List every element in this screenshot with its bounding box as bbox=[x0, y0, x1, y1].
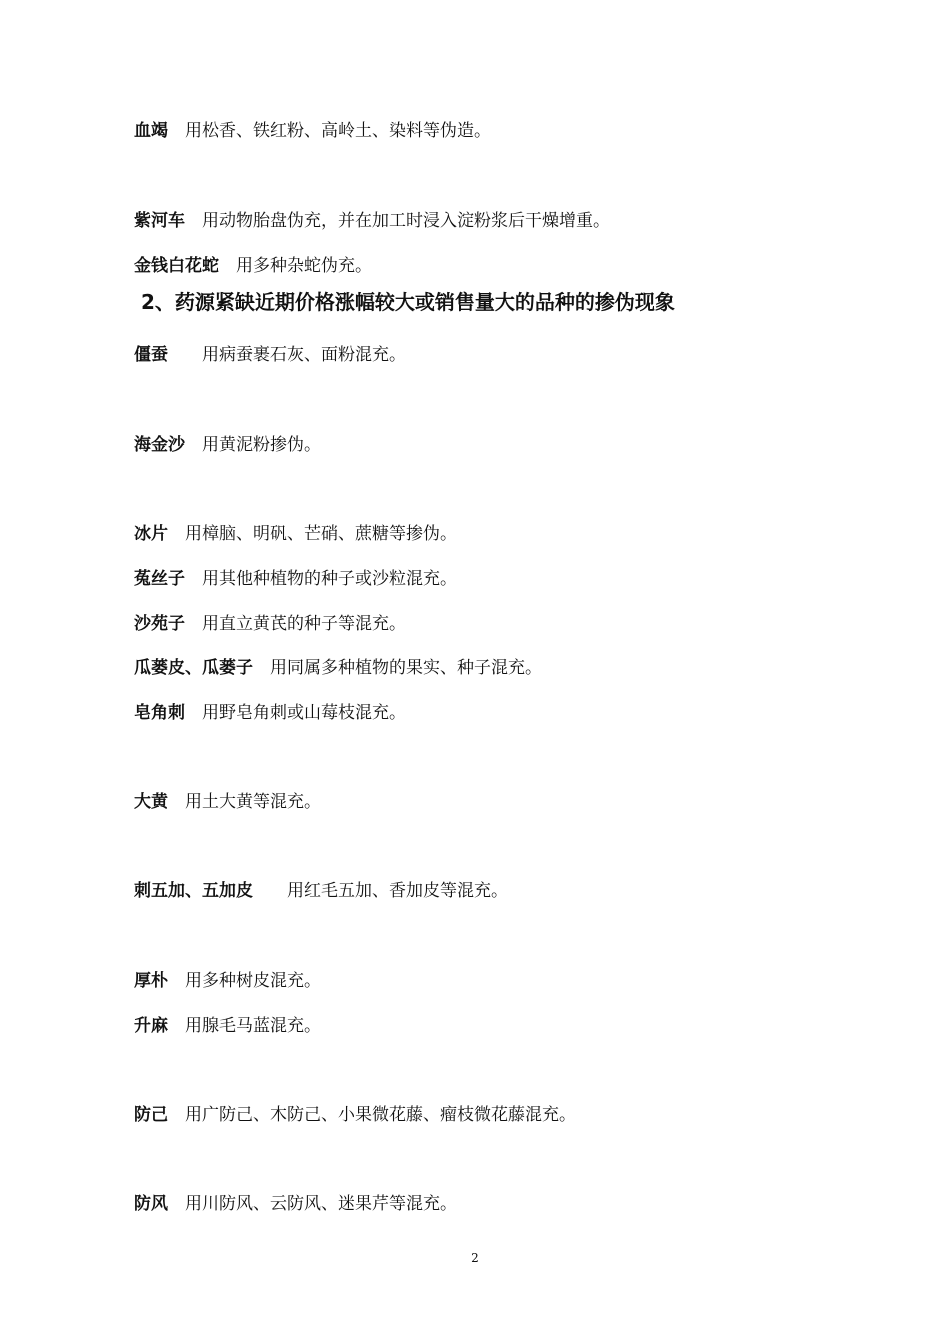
entry-description: 用川防风、云防风、迷果芹等混充。 bbox=[185, 1194, 457, 1214]
entry-gap bbox=[168, 1016, 185, 1036]
entry-term: 海金沙 bbox=[134, 435, 185, 455]
entry-description: 用黄泥粉掺伪。 bbox=[202, 435, 321, 455]
entry-gap bbox=[168, 1194, 185, 1214]
entry-description: 用直立黄芪的种子等混充。 bbox=[202, 614, 406, 634]
entry-shengma bbox=[134, 1014, 321, 1038]
entry-shayuanzi bbox=[134, 612, 406, 636]
entry-term: 血竭 bbox=[134, 121, 168, 141]
entry-description: 用多种树皮混充。 bbox=[185, 971, 321, 991]
entry-gap bbox=[185, 703, 202, 723]
entry-description: 用病蚕裹石灰、面粉混充。 bbox=[202, 345, 406, 365]
entry-term: 金钱白花蛇 bbox=[134, 256, 219, 276]
entry-gap bbox=[219, 256, 236, 276]
entry-term: 瓜蒌皮、瓜蒌子 bbox=[134, 658, 253, 678]
entry-description: 用广防己、木防己、小果微花藤、瘤枝微花藤混充。 bbox=[185, 1105, 576, 1125]
entry-description: 用其他种植物的种子或沙粒混充。 bbox=[202, 569, 457, 589]
entry-tusizi bbox=[134, 567, 457, 591]
entry-gap bbox=[185, 614, 202, 634]
entry-gap bbox=[185, 211, 202, 231]
entry-haijinsha bbox=[134, 433, 321, 457]
entry-zaojiaoci bbox=[134, 701, 406, 725]
entry-description: 用多种杂蛇伪充。 bbox=[236, 256, 372, 276]
entry-ciwujia bbox=[134, 879, 508, 903]
entry-gap bbox=[253, 881, 287, 901]
entry-term: 防己 bbox=[134, 1105, 168, 1125]
entry-term: 防风 bbox=[134, 1194, 168, 1214]
entry-term: 大黄 bbox=[134, 792, 168, 812]
entry-term: 升麻 bbox=[134, 1016, 168, 1036]
entry-description: 用同属多种植物的果实、种子混充。 bbox=[270, 658, 542, 678]
entry-fangji bbox=[134, 1103, 576, 1127]
entry-gualoupi bbox=[134, 656, 542, 680]
entry-term: 菟丝子 bbox=[134, 569, 185, 589]
entry-xuejie bbox=[134, 119, 491, 143]
entry-term: 紫河车 bbox=[134, 211, 185, 231]
entry-term: 皂角刺 bbox=[134, 703, 185, 723]
entry-ziheche bbox=[134, 209, 610, 233]
entry-description: 用红毛五加、香加皮等混充。 bbox=[287, 881, 508, 901]
entry-gap bbox=[168, 971, 185, 991]
entry-gap bbox=[185, 569, 202, 589]
entry-description: 用樟脑、明矾、芒硝、蔗糖等掺伪。 bbox=[185, 524, 457, 544]
entry-jinqianbaihuashe bbox=[134, 254, 372, 278]
page-number: 2 bbox=[471, 1251, 479, 1265]
entry-fangfeng bbox=[134, 1192, 457, 1216]
entry-gap bbox=[168, 1105, 185, 1125]
entry-description: 用野皂角刺或山莓枝混充。 bbox=[202, 703, 406, 723]
entry-gap bbox=[168, 121, 185, 141]
entry-gap bbox=[253, 658, 270, 678]
entry-gap bbox=[185, 435, 202, 455]
entry-houpo bbox=[134, 969, 321, 993]
entry-term: 冰片 bbox=[134, 524, 168, 544]
entry-term: 刺五加、五加皮 bbox=[134, 881, 253, 901]
entry-dahuang bbox=[134, 790, 321, 814]
entry-jiangcan bbox=[134, 343, 406, 367]
entry-description: 用腺毛马蓝混充。 bbox=[185, 1016, 321, 1036]
entry-term: 僵蚕 bbox=[134, 345, 168, 365]
entry-description: 用动物胎盘伪充，并在加工时浸入淀粉浆后干燥增重。 bbox=[202, 211, 610, 231]
entry-gap bbox=[168, 792, 185, 812]
entry-bingpian bbox=[134, 522, 457, 546]
entry-term: 厚朴 bbox=[134, 971, 168, 991]
entry-description: 用土大黄等混充。 bbox=[185, 792, 321, 812]
entry-term: 沙苑子 bbox=[134, 614, 185, 634]
entry-gap bbox=[168, 345, 202, 365]
section-heading: 2、药源紧缺近期价格涨幅较大或销售量大的品种的掺伪现象 bbox=[141, 290, 675, 314]
entry-gap bbox=[168, 524, 185, 544]
entry-description: 用松香、铁红粉、高岭土、染料等伪造。 bbox=[185, 121, 491, 141]
